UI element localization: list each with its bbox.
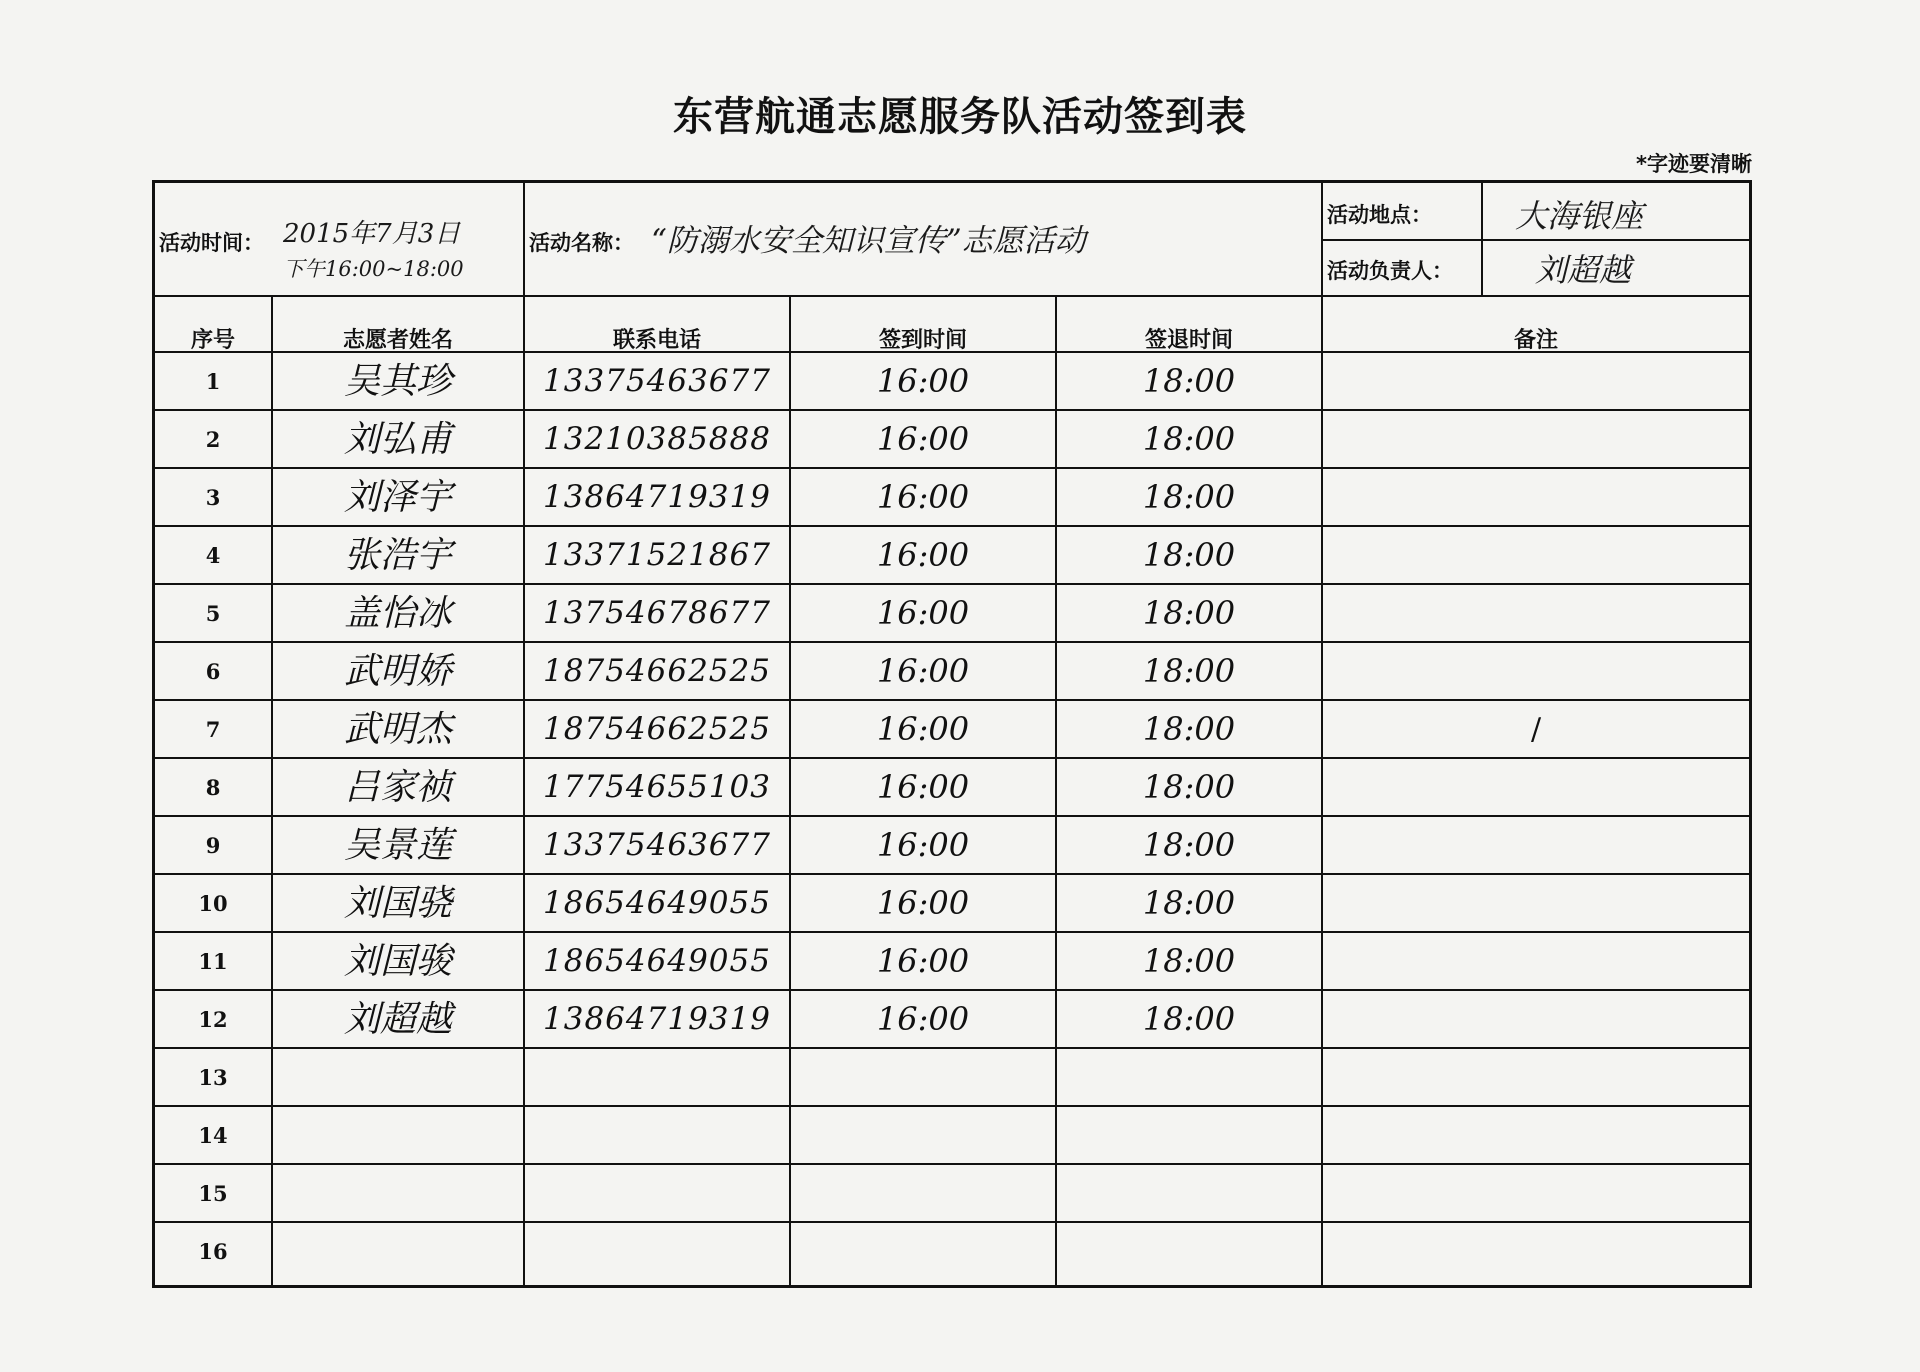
sign-out-time: 18:00 [1142,942,1236,980]
activity-name-value: “防溺水安全知识宣传”志愿活动 [651,223,1086,259]
header-phone: 联系电话 [612,328,701,353]
table-row [155,585,1749,643]
divider [523,183,525,295]
remark [1323,353,1749,411]
row-number: 14 [198,1123,228,1148]
table-row [155,991,1749,1049]
sign-out-time [1057,1107,1321,1165]
row-number: 4 [205,543,221,568]
sign-out-time: 18:00 [1142,478,1236,516]
row-number: 5 [205,601,221,626]
activity-place-value: 大海银座 [1515,197,1644,235]
header-name: 志愿者姓名 [342,328,453,353]
sign-in-time [791,1223,1055,1281]
activity-name-label: 活动名称： [529,231,634,255]
row-number: 2 [205,427,221,452]
sign-out-time [1057,1049,1321,1107]
phone-number: 17754655103 [543,769,771,805]
header-sign-out: 签退时间 [1144,328,1233,353]
sign-out-time: 18:00 [1142,536,1236,574]
row-number: 8 [205,775,221,800]
remark [1323,1049,1749,1107]
sign-in-time: 16:00 [876,536,970,574]
volunteer-name: 武明杰 [343,709,452,750]
row-number: 11 [198,949,228,974]
table-row [155,1107,1749,1165]
sign-in-time: 16:00 [876,884,970,922]
row-number: 16 [198,1239,228,1264]
volunteer-name [273,1165,523,1223]
phone-number [525,1223,789,1281]
remark [1323,527,1749,585]
sign-out-time: 18:00 [1142,594,1236,632]
activity-time-line2: 下午16:00~18:00 [283,257,464,281]
sign-in-time [791,1165,1055,1223]
phone-number: 18654649055 [543,885,771,921]
remark [1323,585,1749,643]
phone-number: 18654649055 [543,943,771,979]
table-row [155,1223,1749,1281]
remark [1323,875,1749,933]
remark [1323,933,1749,991]
sign-out-time: 18:00 [1142,768,1236,806]
sign-out-time: 18:00 [1142,420,1236,458]
row-number: 13 [198,1065,228,1090]
table-row [155,817,1749,875]
activity-time-line1: 2015年7月3日 [283,219,461,249]
phone-number: 13864719319 [543,479,771,515]
volunteer-name: 吴景莲 [343,825,452,866]
phone-number [525,1107,789,1165]
sign-in-time: 16:00 [876,594,970,632]
phone-number: 13210385888 [543,421,771,457]
table-row [155,759,1749,817]
sign-out-time: 18:00 [1142,710,1236,748]
remark [1323,1107,1749,1165]
phone-number: 13375463677 [543,827,771,863]
volunteer-name: 张浩宇 [343,535,452,576]
row-number: 7 [205,717,221,742]
sign-in-time: 16:00 [876,768,970,806]
phone-number: 13371521867 [543,537,771,573]
table-row [155,527,1749,585]
row-number: 12 [198,1007,228,1032]
sign-out-time [1057,1165,1321,1223]
volunteer-name: 武明娇 [343,651,452,692]
phone-number: 18754662525 [543,711,771,747]
volunteer-name: 刘国骁 [343,883,452,924]
table-row [155,1049,1749,1107]
phone-number: 13375463677 [543,363,771,399]
phone-number: 13864719319 [543,1001,771,1037]
volunteer-name: 吴其珍 [343,361,452,402]
table-row [155,933,1749,991]
table-row [155,1165,1749,1223]
phone-number: 18754662525 [543,653,771,689]
sign-out-time: 18:00 [1142,826,1236,864]
sign-in-time: 16:00 [876,710,970,748]
activity-leader-label: 活动负责人： [1327,259,1453,283]
sign-out-time: 18:00 [1142,652,1236,690]
remark [1323,759,1749,817]
table-row [155,469,1749,527]
page-title: 东营航通志愿服务队活动签到表 [673,94,1247,140]
remark [1323,469,1749,527]
table-row [155,875,1749,933]
row-number: 3 [205,485,221,510]
row-number: 10 [198,891,228,916]
sign-in-time: 16:00 [876,1000,970,1038]
sign-in-time [791,1049,1055,1107]
header-no: 序号 [190,328,235,353]
sign-out-time: 18:00 [1142,1000,1236,1038]
sign-in-time: 16:00 [876,362,970,400]
sign-in-time [791,1107,1055,1165]
row-number: 15 [198,1181,228,1206]
row-number: 1 [205,369,221,394]
sign-in-time: 16:00 [876,652,970,690]
activity-leader-value: 刘超越 [1535,251,1632,289]
volunteer-name [273,1049,523,1107]
table-row [155,643,1749,701]
phone-number [525,1165,789,1223]
table-row [155,353,1749,411]
volunteer-name: 吕家祯 [343,767,452,808]
row-number: 9 [205,833,221,858]
remark [1323,643,1749,701]
volunteer-name: 刘国骏 [343,941,452,982]
activity-time-label: 活动时间： [159,231,264,255]
sign-in-time: 16:00 [876,420,970,458]
header-sign-in: 签到时间 [878,328,967,353]
legibility-note: *字迹要清晰 [1636,152,1752,176]
divider [155,295,1749,297]
volunteer-name: 盖怡冰 [343,593,452,634]
sign-out-time: 18:00 [1142,884,1236,922]
header-remark: 备注 [1513,328,1558,353]
sign-out-time [1057,1223,1321,1281]
remark [1323,991,1749,1049]
phone-number: 13754678677 [543,595,771,631]
table-row [155,701,1749,759]
volunteer-name [273,1223,523,1281]
remark [1323,1165,1749,1223]
remark [1323,1223,1749,1281]
volunteer-name: 刘弘甫 [343,419,452,460]
remark [1323,411,1749,469]
divider [1321,239,1749,241]
volunteer-name [273,1107,523,1165]
sign-in-time: 16:00 [876,826,970,864]
sign-out-time: 18:00 [1142,362,1236,400]
volunteer-name: 刘超越 [343,999,452,1040]
remark [1323,817,1749,875]
activity-place-label: 活动地点： [1327,203,1432,227]
remark: / [1530,712,1542,747]
volunteer-name: 刘泽宇 [343,477,452,518]
sign-in-time: 16:00 [876,478,970,516]
sign-in-sheet [152,180,1752,1288]
phone-number [525,1049,789,1107]
row-number: 6 [205,659,221,684]
sign-in-time: 16:00 [876,942,970,980]
table-row [155,411,1749,469]
